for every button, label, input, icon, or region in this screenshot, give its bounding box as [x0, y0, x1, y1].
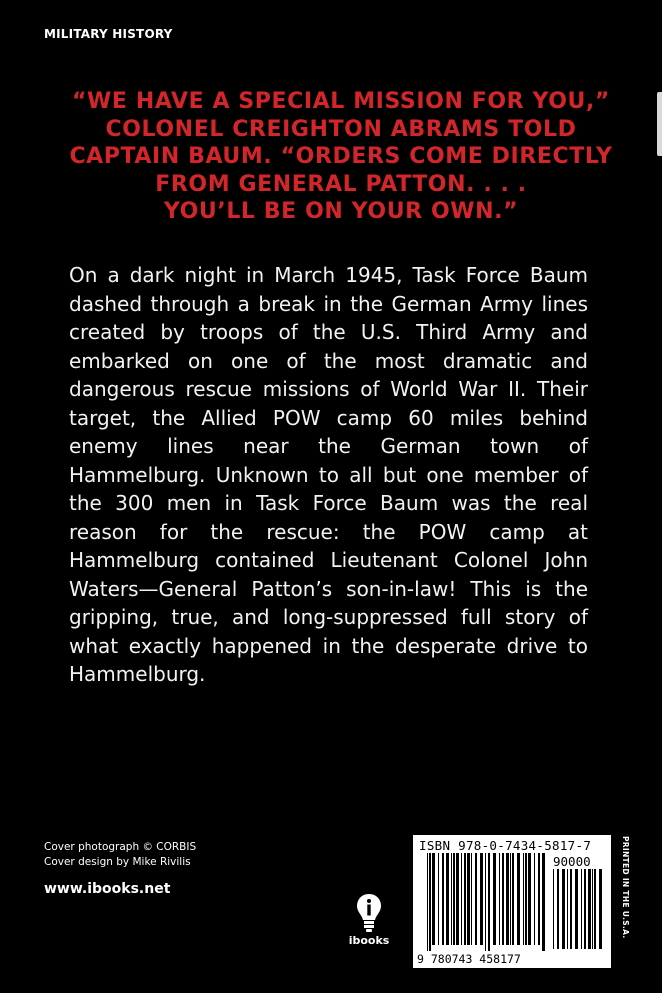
cover-credits	[44, 840, 196, 870]
pull-quote	[40, 88, 642, 226]
barcode-bar	[599, 869, 602, 949]
barcode-bars	[419, 853, 607, 953]
barcode-bar	[480, 853, 483, 945]
barcode-bar	[432, 853, 435, 945]
barcode-bar	[442, 853, 444, 945]
publisher-logo	[344, 893, 394, 947]
barcode-bar	[575, 869, 578, 949]
book-description: On a dark night in March 1945, Task Force Baum dashed through a break in the German Army lines created by troops of the U.S. Third Army and embarked on one of the most dramatic and dangerous rescue missions of World War II. Their target, the Allied POW camp 60 miles behind enemy lines near the German town of Hammelburg. Unknown to all but one member of the 300 men in Task Force Baum was the real reason for the rescue: the POW camp at Hammelburg contained Lieutenant Colonel John Waters—General Patton’s son-in-law! This is the gripping, true, and long-suppressed full story of what exactly happened in the desperate drive to Hammelburg.	[69, 263, 588, 686]
barcode-bar	[456, 853, 459, 945]
ean-digits: 9 780743 458177	[417, 952, 521, 966]
barcode-bar	[461, 853, 462, 945]
barcode-bar	[502, 853, 504, 945]
barcode-bar	[557, 869, 559, 949]
isbn-label: ISBN 978-0-7434-5817-7	[419, 838, 592, 853]
barcode-bar	[493, 853, 496, 945]
barcode-bar	[438, 853, 439, 945]
barcode-bar	[451, 853, 452, 945]
printed-in-usa	[620, 836, 632, 968]
barcode-bar	[562, 869, 565, 949]
barcode-bar	[592, 869, 593, 949]
barcode	[413, 835, 611, 968]
barcode-bar	[588, 869, 591, 949]
barcode-bar	[453, 853, 455, 945]
publisher-name: ibooks	[348, 934, 390, 947]
quote-line: CAPTAIN BAUM. “ORDERS COME DIRECTLY	[69, 144, 613, 169]
barcode-bar	[512, 853, 514, 945]
barcode-bar	[523, 853, 524, 945]
publisher-website: www.ibooks.net	[44, 881, 171, 897]
category-label: MILITARY HISTORY	[44, 27, 173, 41]
barcode-bar	[528, 853, 531, 945]
barcode-bar	[475, 853, 477, 945]
barcode-bar	[471, 853, 472, 945]
barcode-bar	[553, 869, 554, 949]
barcode-bar	[525, 853, 527, 945]
photo-credit: Cover photograph © CORBIS	[44, 841, 197, 853]
design-credit: Cover design by Mike Rivilis	[44, 856, 191, 868]
barcode-bar	[584, 869, 586, 949]
price-addon: 90000	[553, 854, 591, 869]
printed-label: PRINTED IN THE U.S.A.	[621, 836, 630, 939]
barcode-bar	[594, 869, 596, 949]
lightbulb-icon	[356, 893, 382, 933]
barcode-bar	[510, 853, 511, 945]
barcode-bar	[581, 869, 582, 949]
barcode-bar	[485, 853, 486, 951]
page-edge	[657, 92, 662, 156]
quote-line: FROM GENERAL PATTON. . . .	[155, 171, 527, 197]
barcode-bar	[506, 853, 509, 945]
barcode-bar	[488, 853, 490, 951]
barcode-bar	[427, 853, 428, 951]
quote-line: COLONEL CREIGHTON ABRAMS TOLD	[105, 116, 577, 142]
quote-line: “WE HAVE A SPECIAL MISSION FOR YOU,”	[72, 89, 610, 114]
barcode-bar	[570, 869, 572, 949]
barcode-bar	[542, 853, 545, 951]
quote-line: YOU’LL BE ON YOUR OWN.”	[163, 199, 519, 224]
barcode-bar	[429, 853, 431, 951]
barcode-bar	[517, 853, 520, 945]
barcode-bar	[538, 853, 540, 945]
barcode-bar	[446, 853, 449, 945]
barcode-bar	[567, 869, 568, 949]
barcode-bar	[467, 853, 470, 945]
barcode-bar	[534, 853, 535, 945]
barcode-bar	[464, 853, 466, 945]
barcode-bar	[499, 853, 500, 945]
